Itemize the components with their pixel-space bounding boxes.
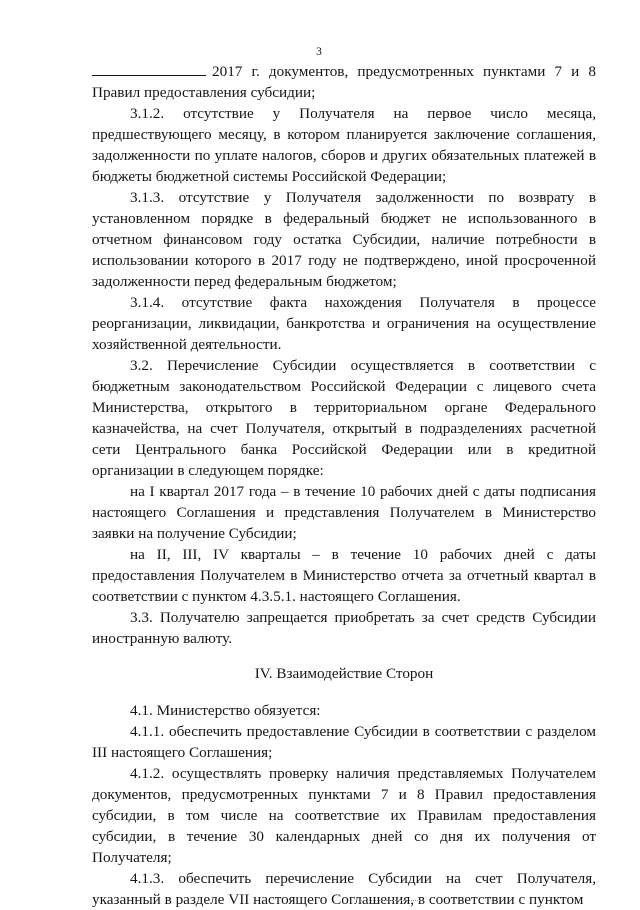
page-number: 3 — [316, 46, 322, 58]
clause-3-1-2: 3.1.2. отсутствие у Получателя на первое число месяца, предшествующего месяцу, в котором планируется заключение соглашения, задолженности по уплате налогов, сборов и других обязательных платежей в бюджеты бюджетной системы Российской Федерации; — [92, 105, 596, 185]
scan-artifact — [360, 899, 424, 901]
clause-4-1: 4.1. Министерство обязуется: — [130, 702, 321, 719]
clause-3-1-3: 3.1.3. отсутствие у Получателя задолженности по возврату в установленном порядке в федеральный бюджет не использованного в отчетном финансовом году остатка Субсидии, наличие потребности в использовании которого в 2017 году не подтверждено, иной просроченной задолженности перед федеральным бюджетом; — [92, 189, 596, 290]
clause-4-1-2: 4.1.2. осуществлять проверку наличия представляемых Получателем документов, предусмотренных пунктами 7 и 8 Правил предоставления субсидии, в том числе на соответствие их Правилам предоставления субсидии, в течение 30 календарных дней со дня их получения от Получателя; — [92, 765, 596, 866]
clause-4-1-3: 4.1.3. обеспечить перечисление Субсидии на счет Получателя, указанный в разделе VII настоящего Соглашения, в соответствии с пунктом — [92, 870, 596, 908]
paragraph-continuation — [92, 61, 596, 103]
clause-3-2-q1: на I квартал 2017 года – в течение 10 рабочих дней с даты подписания настоящего Соглашения и представления Получателем в Министерство заявки на получение Субсидии; — [92, 483, 596, 542]
clause-4-1-1: 4.1.1. обеспечить предоставление Субсидии в соответствии с разделом III настоящего Соглашения; — [92, 723, 596, 761]
section-heading: IV. Взаимодействие Сторон — [254, 665, 434, 682]
clause-3-3: 3.3. Получателю запрещается приобретать за счет средств Субсидии иностранную валюту. — [92, 609, 596, 647]
blank-fill-line — [92, 62, 206, 76]
clause-3-1-4: 3.1.4. отсутствие факта нахождения Получателя в процессе реорганизации, ликвидации, банкротства и ограничения на осуществление хозяйственной деятельности. — [92, 294, 596, 353]
clause-3-2: 3.2. Перечисление Субсидии осуществляется в соответствии с бюджетным законодательством Российской Федерации с лицевого счета Министерства, открытого в территориальном органе Федерального казначейства, на счет Получателя, открытый в подразделениях расчетной сети Центрального банка Российской Федерации или в кредитной организации в следующем порядке: — [92, 357, 596, 479]
clause-3-2-q2-q4: на II, III, IV кварталы – в течение 10 рабочих дней с даты предоставления Получателем в Министерство отчета за отчетный квартал в соответствии с пунктом 4.3.5.1. настоящего Соглашения. — [92, 546, 596, 605]
paragraph-text: 2017 г. документов, предусмотренных пунктами 7 и 8 Правил предоставления субсидии; — [92, 63, 596, 101]
